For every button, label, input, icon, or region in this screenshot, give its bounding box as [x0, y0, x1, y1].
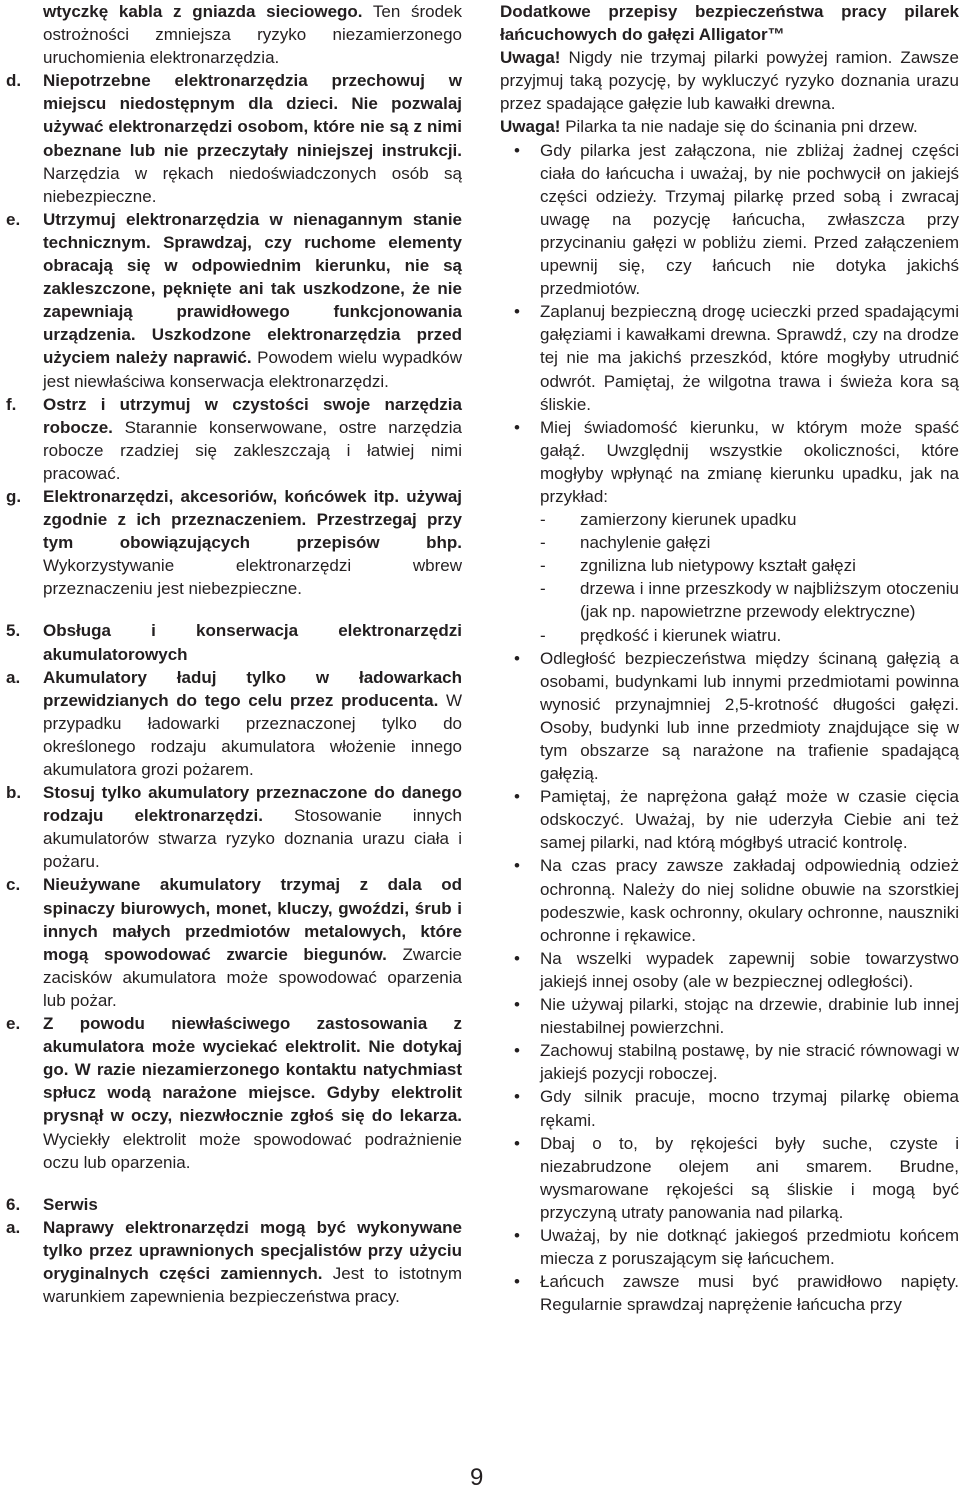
- bullet-list-b: [500, 647, 959, 1317]
- item-5b: b. Stosuj tylko akumulatory przeznaczone do danego rodzaju elektronarzędzi. Stosowanie innych akumulatorów stwarza ryzyko doznania urazu ciała i pożaru.: [6, 783, 462, 872]
- bullet-marker: •: [514, 1087, 520, 1107]
- dash-marker: -: [540, 625, 546, 645]
- bullet-item: [500, 785, 959, 854]
- bullet-item-text: Na czas pracy zawsze zakładaj odpowiednią odzież ochronną. Należy do niej solidne obuwie na szorstkiej podeszwie, kask ochronny, okulary ochronne, nauszniki ochronne i rękawice.: [540, 856, 959, 945]
- bullet-marker: •: [514, 787, 520, 807]
- right-column: [500, 0, 959, 1316]
- bullet-item-text: Uważaj, by nie dotknąć jakiegoś przedmiotu końcem miecza z poruszającym się łańcuchem.: [540, 1225, 959, 1269]
- bullet-item-text: Zachowuj stabilną postawę, by nie stracić równowagi w jakiejś pozycji roboczej.: [540, 1041, 959, 1084]
- bullet-item: [500, 1039, 959, 1085]
- bullet-item: [500, 854, 959, 946]
- bullet-item: [500, 1270, 959, 1316]
- bullet-list-a: [500, 139, 959, 509]
- bullet-item-text: Nie używaj pilarki, stojąc na drzewie, drabinie lub innej niestabilnej powierzchni.: [540, 995, 959, 1038]
- item-d: d. Niepotrzebne elektronarzędzia przechowuj w miejscu niedostępnym dla dzieci. Nie pozwalaj używać elektronarzędzi osobom, które nie są z nimi obeznane lub nie przeczytały niniejszej instrukcji. Narzędzia w rękach niedoświadczonych osób są niebezpieczne.: [6, 71, 462, 206]
- bullet-item: [500, 139, 959, 301]
- bullet-item: [500, 416, 959, 508]
- bullet-item: [500, 993, 959, 1039]
- dash-item-text: drzewa i inne przeszkody w najbliższym otoczeniu (jak np. napowietrzne przewody elektryczne): [580, 579, 959, 622]
- item-6a: a. Naprawy elektronarzędzi mogą być wykonywane tylko przez uprawnionych specjalistów przy użyciu oryginalnych części zamiennych. Jest to istotnym warunkiem zapewnienia bezpieczeństwa pracy.: [6, 1217, 462, 1307]
- bullet-marker: •: [514, 995, 520, 1015]
- bullet-item-text: Odległość bezpieczeństwa między ścinaną gałęzią a osobami, budynkami lub innymi przedmiotami powinna wynosić przynajmniej 2,5-krotność długości gałęzi. Osoby, budynki lub inne przedmioty znajdujące się w tym obszarze są narażone na trafienie spadającą gałęzią.: [540, 648, 959, 784]
- section-heading: Dodatkowe przepisy bezpieczeństwa pracy pilarek łańcuchowych do gałęzi Alligator™: [500, 2, 959, 45]
- bullet-marker: •: [514, 1041, 520, 1061]
- bullet-item: [500, 1224, 959, 1270]
- item-e: e. Utrzymuj elektronarzędzia w nienagannym stanie technicznym. Sprawdzaj, czy ruchome elementy obracają się w odpowiednim kierunku, nie są zakleszczone, pęknięte ani tak uszkodzone, że nie zapewniają prawidłowego funkcjonowania urządzenia. Uszkodzone elektronarzędzia przed użyciem należy naprawić. Powodem wielu wypadków jest niewłaściwa konserwacja elektronarzędzi.: [6, 209, 462, 391]
- bullet-item: [500, 300, 959, 415]
- bullet-item-text: Dbaj o to, by rękojeści były suche, czyste i niezabrudzone olejem ani smarem. Brudne, wysmarowane rękojeści są śliskie i mogą być przyczyną utraty panowania nad pilarką.: [540, 1133, 959, 1222]
- bullet-marker: •: [514, 1272, 520, 1292]
- dash-item: [500, 508, 959, 531]
- bullet-item-text: Miej świadomość kierunku, w którym może spaść gałąź. Uwzględnij wszystkie okoliczności, które mogłyby wpłynąć na zmianę kierunku upadku, jak na przykład:: [540, 417, 959, 506]
- bullet-marker: •: [514, 948, 520, 968]
- dash-marker: -: [540, 510, 546, 530]
- bullet-marker: •: [514, 648, 520, 668]
- bullet-marker: •: [514, 302, 520, 322]
- warning-1: Uwaga! Nigdy nie trzymaj pilarki powyżej ramion. Zawsze przyjmuj taką pozycję, by wykluczyć ryzyko doznania urazu przez spadające gałęzie lub kawałki drewna.: [500, 48, 959, 114]
- bullet-item: [500, 947, 959, 993]
- item-f: f. Ostrz i utrzymuj w czystości swoje narzędzia robocze. Starannie konserwowane, ostre narzędzia robocze rzadziej się zakleszczają i łatwiej nimi pracować.: [6, 394, 462, 483]
- dash-item-text: nachylenie gałęzi: [580, 533, 711, 553]
- dash-item: [500, 577, 959, 623]
- bullet-item: [500, 1132, 959, 1224]
- item-g: g. Elektronarzędzi, akcesoriów, końcówek itp. używaj zgodnie z ich przeznaczeniem. Przestrzegaj przy tym obowiązujących przepisów bhp. Wykorzystywanie elektronarzędzi wbrew przeznaczeniu jest niebezpieczne.: [6, 486, 462, 599]
- dash-item: [500, 531, 959, 554]
- item-5a: a. Akumulatory ładuj tylko w ładowarkach przewidzianych do tego celu przez producenta. W przypadku ładowarki przeznaczonej tylko do określonego rodzaju akumulatora włożenie innego akumulatora grozi pożarem.: [6, 667, 462, 779]
- dash-item: [500, 554, 959, 577]
- section-6-title: 6. Serwis: [6, 1194, 98, 1214]
- dash-item-text: zamierzony kierunek upadku: [580, 510, 797, 530]
- bullet-marker: •: [514, 1225, 520, 1245]
- dash-item: [500, 624, 959, 647]
- item-5e: e. Z powodu niewłaściwego zastosowania z akumulatora może wyciekać elektrolit. Nie dotykaj go. W razie niezamierzonego kontaktu natychmiast spłucz wodą narażone miejsce. Gdyby elektrolit prysnął w oczy, niezwłocznie zgłoś się do lekarza. Wyciekły elektrolit może spowodować podrażnienie oczu lub oparzenia.: [6, 1014, 462, 1172]
- bullet-item-text: Zaplanuj bezpieczną drogę ucieczki przed spadającymi gałęziami i kawałkami drewna. Sprawdź, czy na drodze tej nie ma jakichś przeszkód, które mogłyby utrudnić odwrót. Pamiętaj, że wilgotna trawa i świeża kora są śliskie.: [540, 302, 959, 414]
- dash-marker: -: [540, 579, 546, 599]
- bullet-item-text: Pamiętaj, że naprężona gałąź może w czasie cięcia odskoczyć. Uważaj, by nie uderzyła Ciebie ani też samej pilarki, nad którą mógłbyś utracić kontrolę.: [540, 787, 959, 853]
- page-number: 9: [470, 1464, 484, 1491]
- dash-marker: -: [540, 533, 546, 553]
- item-c-continued: wtyczkę kabla z gniazda sieciowego. Ten środek ostrożności zmniejsza ryzyko niezamierzonego uruchomienia elektronarzędzia.: [43, 2, 463, 68]
- bullet-item-text: Gdy silnik pracuje, mocno trzymaj pilarkę obiema rękami.: [540, 1087, 959, 1130]
- bullet-marker: •: [514, 140, 520, 160]
- dash-list: [500, 508, 959, 647]
- warning-2: Uwaga! Pilarka ta nie nadaje się do ścinania pni drzew.: [500, 117, 918, 137]
- bullet-item-text: Na wszelki wypadek zapewnij sobie towarzystwo jakiejś innej osoby (ale w bezpiecznej odległości).: [540, 948, 959, 991]
- left-column: [6, 0, 462, 1308]
- bullet-item: [500, 647, 959, 786]
- spacer: [6, 600, 462, 619]
- bullet-marker: •: [514, 856, 520, 876]
- dash-item-text: prędkość i kierunek wiatru.: [580, 625, 782, 645]
- dash-marker: -: [540, 556, 546, 576]
- item-5c: c. Nieużywane akumulatory trzymaj z dala od spinaczy biurowych, monet, kluczy, gwoździ, śrub i innych małych przedmiotów metalowych, które mogą spowodować zwarcie biegunów. Zwarcie zacisków akumulatora może spowodować oparzenia lub pożar.: [6, 875, 462, 1010]
- spacer: [6, 1174, 462, 1193]
- bullet-marker: •: [514, 417, 520, 437]
- section-5-title: 5. Obsługa i konserwacja elektronarzędzi akumulatorowych: [6, 621, 462, 664]
- dash-item-text: zgnilizna lub nietypowy kształt gałęzi: [580, 556, 856, 576]
- bullet-item-text: Łańcuch zawsze musi być prawidłowo napięty. Regularnie sprawdzaj naprężenie łańcucha przy: [540, 1272, 959, 1315]
- bullet-item: [500, 1085, 959, 1131]
- bullet-item-text: Gdy pilarka jest załączona, nie zbliżaj żadnej części ciała do łańcucha i uważaj, by nie pochwycił on jakiejś części odzieży. Trzymaj pilarkę przed sobą i zwracaj uwagę na pozycję łańcucha, zwłaszcza przy przycinaniu gałęzi w pobliżu ziemi. Przed załączeniem upewnij się, czy łańcuch nie dotyka jakichś przedmiotów.: [540, 140, 959, 299]
- bullet-marker: •: [514, 1133, 520, 1153]
